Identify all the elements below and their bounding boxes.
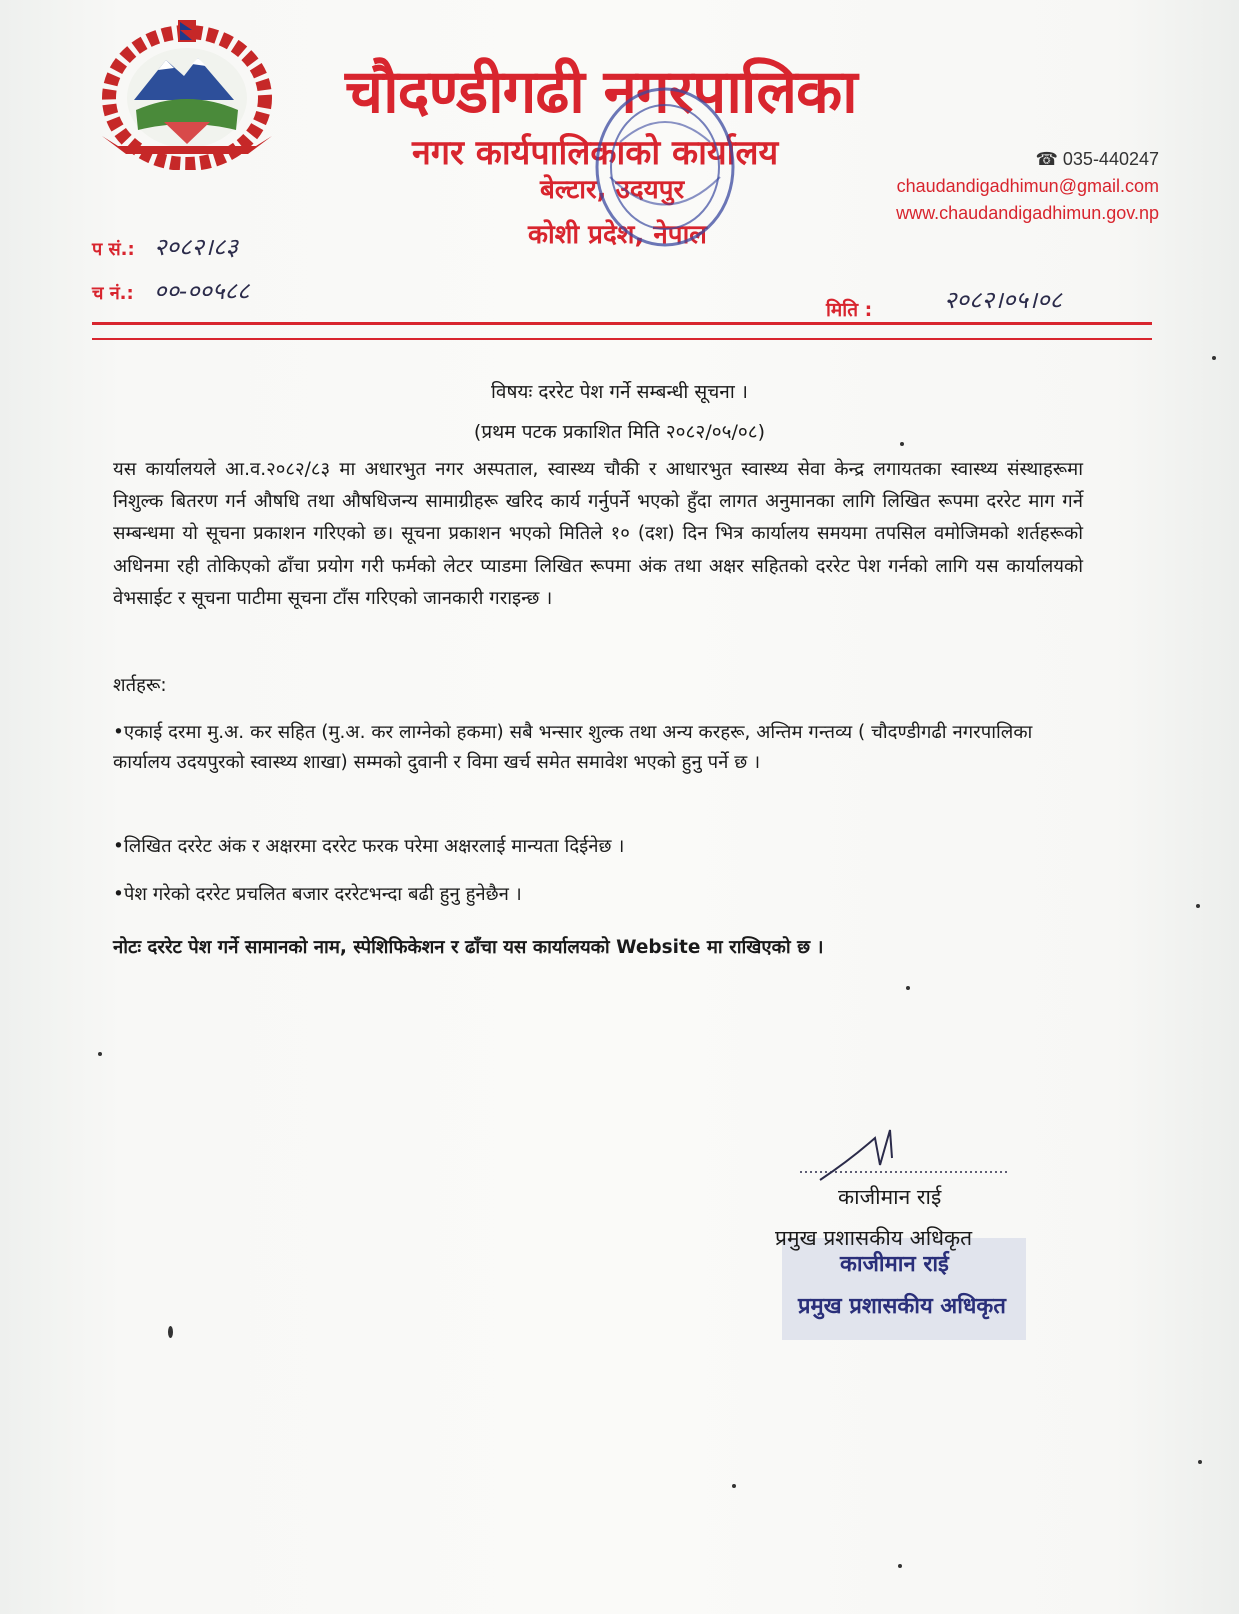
scan-speck — [98, 1052, 102, 1056]
condition-item: •एकाई दरमा मु.अ. कर सहित (मु.अ. कर लाग्नेको हकमा) सबै भन्सार शुल्क तथा अन्य करहरू, अन्तिम गन्तव्य ( चौदण्डीगढी नगरपालिका कार्यालय उदयपुरको स्वास्थ्य शाखा) सम्मको दुवानी र विमा खर्च समेत समावेश भएको हुनु पर्ने छ । — [113, 722, 1033, 773]
contact-block — [896, 146, 1159, 227]
address-line-2: कोशी प्रदेश, नेपाल — [528, 220, 707, 250]
scan-speck — [906, 986, 910, 990]
reference-block — [92, 230, 249, 318]
phone-icon: ☎ — [1035, 149, 1058, 169]
scan-speck — [898, 1564, 902, 1568]
cn-label: च नं.: — [92, 283, 134, 304]
signatory-designation: प्रमुख प्रशासकीय अधिकृत — [775, 1226, 973, 1250]
office-subtitle: नगर कार्यपालिकाको कार्यालय — [412, 133, 779, 173]
address-line-1: बेल्टार, उदयपुर — [540, 175, 685, 205]
first-published-date: (प्रथम पटक प्रकाशित मिति २०८२/०५/०८) — [473, 421, 766, 443]
ps-label: प सं.: — [92, 239, 135, 260]
scan-speck — [1212, 356, 1216, 360]
cn-row — [92, 274, 249, 318]
date-value: २०८२।०५।०८ — [944, 286, 1063, 314]
notice-subject: विषयः दररेट पेश गर्ने सम्बन्धी सूचना । — [490, 381, 749, 403]
condition-item: •लिखित दररेट अंक र अक्षरमा दररेट फरक परेमा अक्षरलाई मान्यता दिईनेछ । — [113, 836, 625, 857]
scan-speck — [1196, 904, 1200, 908]
office-seal-stamp — [590, 82, 740, 252]
municipality-title: चौदण्डीगढी नगरपालिका — [345, 57, 857, 127]
notice-note: नोटः दररेट पेश गर्ने सामानको नाम, स्पेशिफिकेशन र ढाँचा यस कार्यालयको Website मा राखिएको छ । — [113, 937, 824, 958]
ps-value: २०८२।८३ — [154, 233, 238, 261]
header-rule-bottom — [92, 338, 1152, 340]
nepal-emblem-icon — [96, 18, 278, 170]
ps-row — [92, 230, 249, 274]
scan-speck — [1198, 1460, 1202, 1464]
email-address: chaudandigadhimun@gmail.com — [896, 176, 1159, 196]
condition-item: •पेश गरेको दररेट प्रचलित बजार दररेटभन्दा बढी हुनु हुनेछैन । — [113, 884, 522, 905]
conditions-label: शर्तहरू: — [113, 675, 167, 696]
date-label: मिति : — [826, 299, 873, 321]
notice-body: यस कार्यालयले आ.व.२०८२/८३ मा अधारभुत नगर अस्पताल, स्वास्थ्य चौकी र आधारभुत स्वास्थ्य सेवा केन्द्र लगायतका स्वास्थ्य संस्थाहरूमा निशुल्क बितरण गर्न औषधि तथा औषधिजन्य सामाग्रीहरू खरिद कार्य गर्नुपर्ने भएको हुँदा लागत अनुमानका लागि लिखित रूपमा दररेट माग गर्ने सम्बन्धमा यो सूचना प्रकाशन गरिएको छ। सूचना प्रकाशन भएको मितिले १० (दश) दिन भित्र कार्यालय समयमा तपसिल वमोजिमको शर्तहरूको अधिनमा रही तोकिएको ढाँचा प्रयोग गरी फर्मको लेटर प्याडमा लिखित रूपमा अंक तथा अक्षर सहितको दररेट पेश गर्नको लागि यस कार्यालयको वेभसाईट र सूचना पाटीमा सूचना टाँस गरिएको जानकारी गराइन्छ । — [113, 459, 1083, 609]
phone-line — [896, 146, 1159, 173]
signatory-name: काजीमान राई — [838, 1185, 942, 1209]
scan-speck — [900, 442, 904, 446]
scan-speck — [732, 1484, 736, 1488]
cn-value: ००-००५८८ — [154, 277, 250, 305]
website-address: www.chaudandigadhimun.gov.np — [896, 203, 1159, 223]
stamp-name: काजीमान राई — [840, 1252, 949, 1277]
header-rule-top — [92, 322, 1152, 325]
scan-speck — [168, 1326, 173, 1338]
stamp-designation: प्रमुख प्रशासकीय अधिकृत — [798, 1294, 1006, 1319]
phone-number: 035-440247 — [1062, 149, 1159, 169]
